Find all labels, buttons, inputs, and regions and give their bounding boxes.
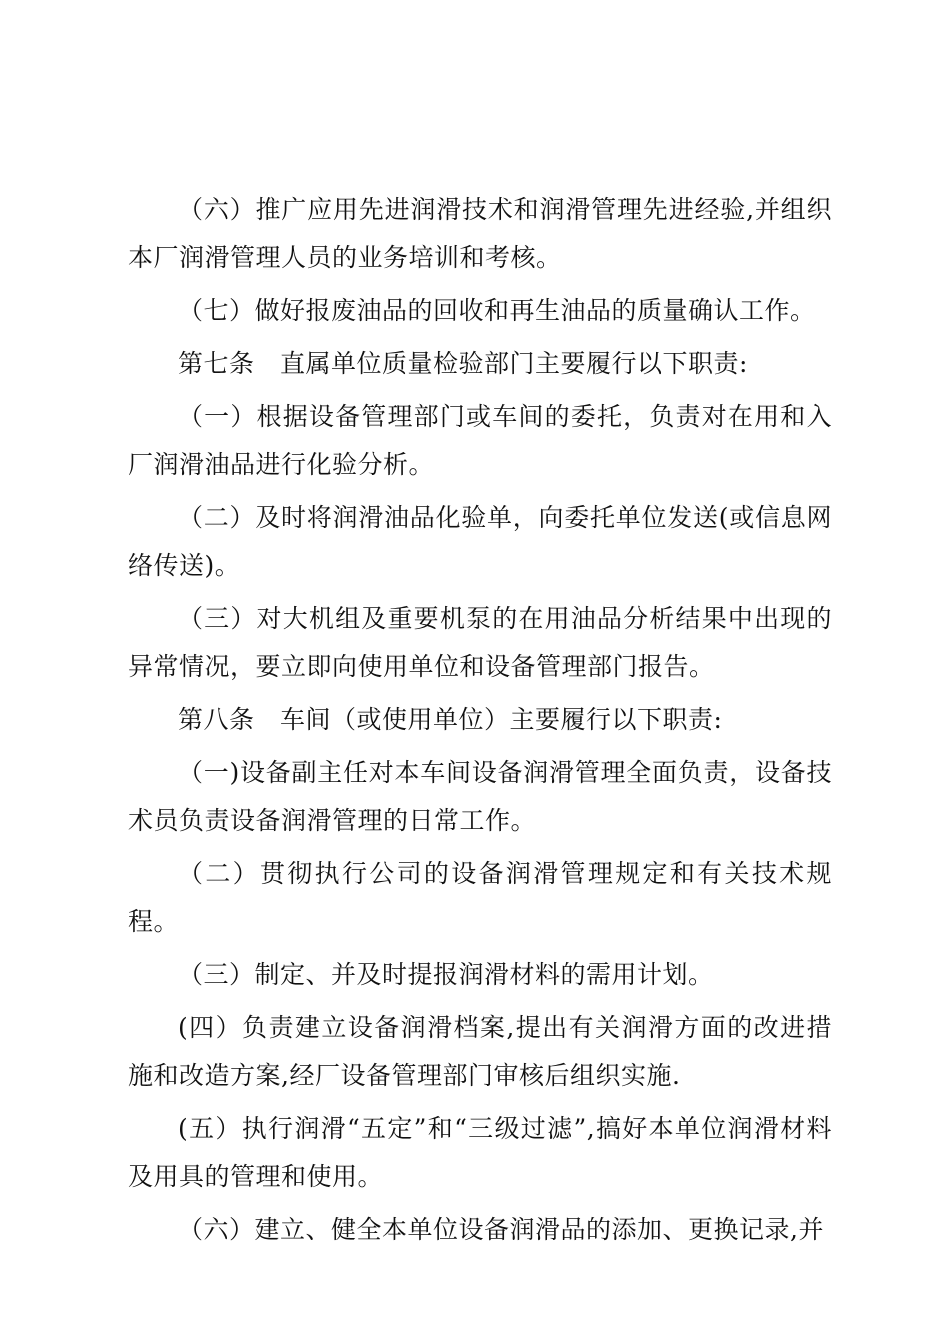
article-7-item-3: （三）对大机组及重要机泵的在用油品分析结果中出现的异常情况，要立即向使用单位和设备管理部门报告。 bbox=[128, 604, 832, 681]
article-7-heading: 第七条 直属单位质量检验部门主要履行以下职责: bbox=[178, 349, 748, 378]
article-7-item-1: （一）根据设备管理部门或车间的委托，负责对在用和入厂润滑油品进行化验分析。 bbox=[128, 402, 832, 479]
document-body bbox=[128, 186, 832, 1259]
paragraph-6-promote-technology: （六）推广应用先进润滑技术和润滑管理先进经验,并组织本厂润滑管理人员的业务培训和考核。 bbox=[128, 195, 832, 272]
article-8-item-4: (四）负责建立设备润滑档案,提出有关润滑方面的改进措施和改造方案,经厂设备管理部门审核后组织实施. bbox=[128, 1013, 832, 1090]
article-8-item-3: （三）制定、并及时提报润滑材料的需用计划。 bbox=[178, 960, 714, 989]
article-8-item-2: （二）贯彻执行公司的设备润滑管理规定和有关技术规程。 bbox=[128, 859, 832, 936]
paragraph-7-waste-oil-recovery: （七）做好报废油品的回收和再生油品的质量确认工作。 bbox=[178, 296, 816, 325]
article-8-heading: 第八条 车间（或使用单位）主要履行以下职责: bbox=[178, 705, 723, 734]
article-8-item-5: (五）执行润滑“五定”和“三级过滤”,搞好本单位润滑材料及用具的管理和使用。 bbox=[128, 1114, 832, 1191]
article-7-item-2: （二）及时将润滑油品化验单，向委托单位发送(或信息网络传送)。 bbox=[128, 503, 832, 580]
article-8-item-6: （六）建立、健全本单位设备润滑品的添加、更换记录,并 bbox=[178, 1215, 824, 1244]
article-8-item-1: （一)设备副主任对本车间设备润滑管理全面负责，设备技术员负责设备润滑管理的日常工作。 bbox=[128, 758, 832, 835]
